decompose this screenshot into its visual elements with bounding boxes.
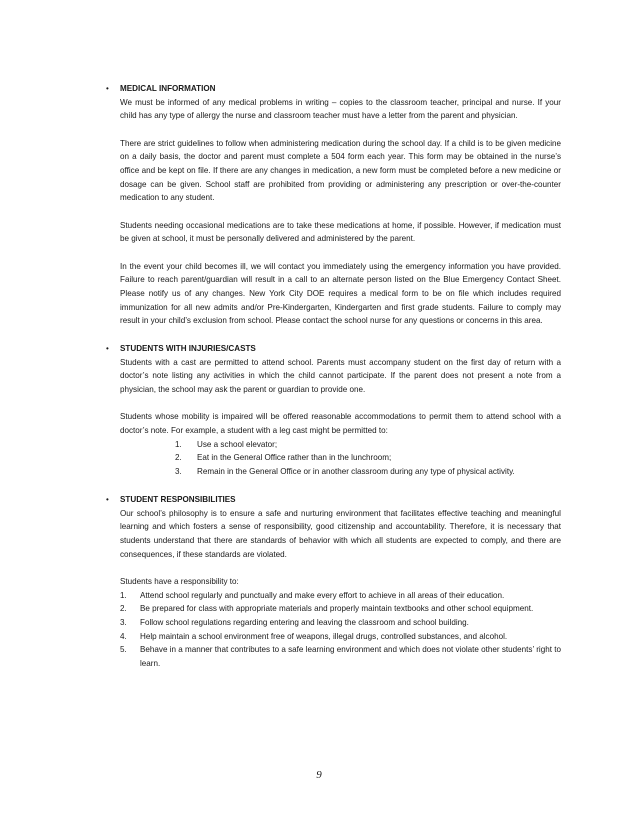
- list-item-text: Be prepared for class with appropriate materials and properly maintain textbooks and other school equipment.: [140, 604, 534, 614]
- list-number: 3.: [175, 467, 182, 477]
- list-item-text: Use a school elevator;: [197, 439, 278, 449]
- list-number: 3.: [120, 618, 127, 627]
- list-item: [120, 602, 561, 616]
- list-item-text: Attend school regularly and punctually and make every effort to achieve in all areas of their education.: [140, 590, 505, 600]
- section-heading: MEDICAL INFORMATION: [120, 84, 216, 93]
- list-item: [120, 630, 561, 644]
- paragraph: Students needing occasional medications are to take these medications at home, if possible. However, if medication must be given at school, it must be personally delivered and administered by the parent.: [120, 220, 561, 244]
- list-number: 4.: [120, 631, 127, 641]
- list-item: [120, 616, 561, 630]
- paragraph: In the event your child becomes ill, we will contact you immediately using the emergency information you have provided. Failure to reach parent/guardian will result in a call to an alternate person listed on the Blue Emergency Contact Sheet. Please notify us of any changes. New York City DOE requires a medical form to be on file which includes required immunization for all new admits and/or Pre-Kindergarten, Kindergarten and first grade students. Failure to comply may result in your child’s exclusion from school. Please contact the school nurse for any questions or concerns in this area.: [120, 261, 561, 326]
- list-item: [120, 589, 561, 603]
- section-heading: STUDENTS WITH INJURIES/CASTS: [120, 344, 256, 354]
- list-item-text: Help maintain a school environment free of weapons, illegal drugs, controlled substances, and alcohol.: [140, 631, 508, 641]
- paragraph: Students with a cast are permitted to attend school. Parents must accompany student on the first day of return with a doctor’s note listing any activities in which the child cannot participate. If the parent does not present a note from a physician, the school may ask the parent or guardian to provide one.: [120, 357, 561, 395]
- paragraph: Students have a responsibility to:: [120, 576, 239, 586]
- list-item: [175, 465, 561, 479]
- list-item-text: Behave in a manner that contributes to a safe learning environment and which does not violate other students’ right to learn.: [140, 645, 561, 669]
- paragraph: Students whose mobility is impaired will be offered reasonable accommodations to permit them to attend school with a doctor’s note. For example, a student with a leg cast might be permitted to:: [120, 412, 561, 436]
- section-medical-information: [106, 82, 561, 328]
- list-number: 1.: [120, 590, 127, 600]
- list-number: 5.: [120, 645, 127, 655]
- list-number: 2.: [120, 604, 127, 614]
- list-item: [175, 438, 561, 452]
- paragraph: There are strict guidelines to follow when administering medication during the school day. If a child is to be given medicine on a daily basis, the doctor and parent must complete a 504 form each year. This form may be obtained in the nurse’s office and be kept on file. If there are any changes in medication, a new form must be completed before a new medicine or dosage can be given. School staff are prohibited from providing or administering any prescription or over-the-counter medication to any student.: [120, 138, 561, 203]
- page-content: [106, 82, 561, 685]
- list-item: [175, 451, 561, 465]
- section-injuries-casts: [106, 342, 561, 479]
- page-number: 9: [316, 769, 322, 781]
- list-item-text: Eat in the General Office rather than in the lunchroom;: [197, 453, 392, 463]
- section-student-responsibilities: [106, 493, 561, 671]
- section-heading: STUDENT RESPONSIBILITIES: [120, 494, 236, 504]
- accommodation-list: [175, 438, 561, 479]
- bullet-icon: •: [106, 494, 109, 504]
- list-item: [120, 643, 561, 670]
- list-number: 2.: [175, 453, 182, 463]
- bullet-icon: •: [106, 344, 109, 354]
- list-item-text: Remain in the General Office or in another classroom during any type of physical activity.: [197, 467, 515, 477]
- list-number: 1.: [175, 439, 182, 449]
- bullet-icon: •: [106, 84, 109, 93]
- responsibilities-list: [120, 589, 561, 671]
- list-item-text: Follow school regulations regarding entering and leaving the classroom and school building.: [140, 618, 469, 627]
- paragraph: Our school’s philosophy is to ensure a safe and nurturing environment that facilitates effective teaching and meaningful learning and which fosters a sense of responsibility, good citizenship and accountability. Therefore, it is necessary that students understand that there are standards of behavior with which all students are expected to comply, and there are consequences, if these standards are violated.: [120, 508, 561, 559]
- paragraph: We must be informed of any medical problems in writing – copies to the classroom teacher, principal and nurse. If your child has any type of allergy the nurse and classroom teacher must have a letter from the parent and physician.: [120, 97, 561, 121]
